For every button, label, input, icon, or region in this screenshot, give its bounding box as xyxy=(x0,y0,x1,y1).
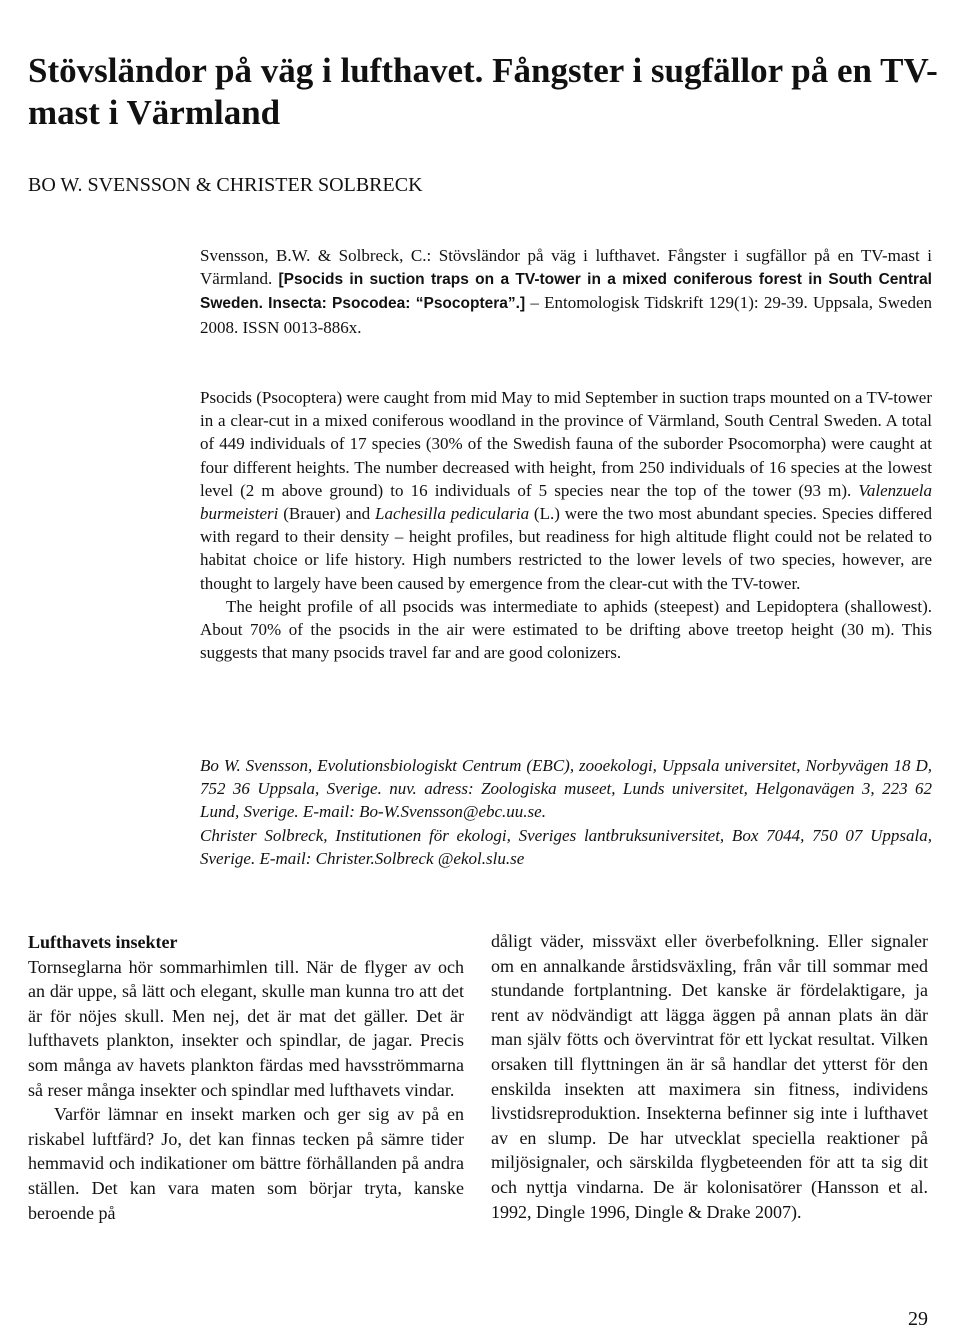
section-heading: Lufthavets insekter xyxy=(28,932,178,952)
abstract xyxy=(200,386,932,664)
citation-english-title: [Psocids in suction traps on a TV-tower in a mixed coniferous forest in South Central Sweden. Insecta: Psocodea: “Psocoptera”.] xyxy=(200,271,932,313)
body-paragraph: Tornseglarna hör sommarhimlen till. När de flyger av och an där uppe, så lätt och elegant, skulle man kunna tro att det är för nöjes skull. Men nej, det är mat det gäller. Det är lufthavets plankton, insekter och spindlar, de jagar. Precis som många av havets plankton färdas med havsströmmarna så reser många insekter och spindlar med lufthavets vindar. xyxy=(28,956,464,1100)
abstract-text: (Brauer) and xyxy=(278,504,376,524)
author-addresses xyxy=(200,754,932,870)
page-number: 29 xyxy=(908,1308,928,1330)
article-title: Stövsländor på väg i lufthavet. Fångster i sugfällor på en TV-mast i Värmland xyxy=(28,51,938,132)
abstract-paragraph: The height profile of all psocids was intermediate to aphids (steepest) and Lepidoptera (shallowest). About 70% of the psocids in the air were estimated to be drifting above treetop height (30 m). This suggests that many psocids travel far and are good colonizers. xyxy=(200,596,932,663)
species-name: Valenzuela burmeisteri xyxy=(200,480,932,524)
address-solbreck: Christer Solbreck, Institutionen för ekologi, Sveriges lantbruksuniversitet, Box 7044, 750 07 Uppsala, Sverige. E-mail: Christer.Solbreck @ekol.slu.se xyxy=(200,825,932,868)
author-line: BO W. SVENSSON & CHRISTER SOLBRECK xyxy=(28,174,423,196)
body-column-right xyxy=(491,929,928,1224)
address-svensson: Bo W. Svensson, Evolutionsbiologiskt Centrum (EBC), zooekologi, Uppsala universitet, Norbyvägen 18 D, 752 36 Uppsala, Sverige. nuv. adress: Zoologiska museet, Lunds universitet, Helgonavägen 3, 223 62 Lund, Sverige. E-mail: Bo-W.Svensson@ebc.uu.se. xyxy=(200,756,932,822)
body-paragraph: dåligt väder, missväxt eller överbefolkning. Eller signaler om en annalkande årstidsväxling, från vår till sommar med stundande fortplantning. Det kanske är fördelaktigare, ja rent av nödvändigt att lägga äggen på annan plats än där man själv fötts och övervintrat för ett lyckat resultat. Vilken orsaken till flyttningen än är så handlar det ytterst för den enskilda insekten att maximera sin fitness, individens livstidsreproduktion. Insekterna befinner sig inte i lufthavet av en slump. De har utvecklat speciella reaktioner på miljösignaler, och särskilda flygbeteenden för att ta sig dit och nyttja vindarna. De är kolonisatörer (Hansson et al. 1992, Dingle 1996, Dingle & Drake 2007). xyxy=(491,931,928,1222)
abstract-paragraph xyxy=(200,386,932,595)
citation-text: Svensson, B.W. & Solbreck, C.: Stövsländor på väg i lufthavet. Fångster i sugfällor på en TV-mast i Värmland. xyxy=(200,246,932,289)
abstract-text: Psocids (Psocoptera) were caught from mid May to mid September in suction traps mounted on a TV-tower in a clear-cut in a mixed coniferous woodland in the province of Värmland, South Central Sweden. A total of 449 individuals of 17 species (30% of the Swedish fauna of the suborder Psocomorpha) were caught at four different heights. The number decreased with height, from 250 individuals of 16 species at the lowest level (2 m above ground) to 16 individuals of 5 species near the top of the tower (93 m). xyxy=(200,388,932,500)
body-column-left xyxy=(28,930,464,1225)
abstract-text: (L.) were the two most abundant species. Species differed with regard to their density – height profiles, but readiness for high altitude flight could not be related to habitat choice or life history. High numbers restricted to the lower levels of two species, however, are thought to largely have been caused by emergence from the clear-cut with the TV-tower. xyxy=(200,504,932,593)
citation-source: – Entomologisk Tidskrift 129(1): 29-39. Uppsala, Sweden 2008. ISSN 0013-886x. xyxy=(200,293,933,337)
species-name: Lachesilla pedicularia xyxy=(375,504,530,524)
citation-block xyxy=(200,244,932,339)
body-paragraph: Varför lämnar en insekt marken och ger sig av på en riskabel luftfärd? Jo, det kan finnas tecken på sämre tider hemmavid och indikationer om bättre förhållanden på andra ställen. Det kan vara maten som börjar tryta, kanske beroende på xyxy=(28,1104,464,1223)
